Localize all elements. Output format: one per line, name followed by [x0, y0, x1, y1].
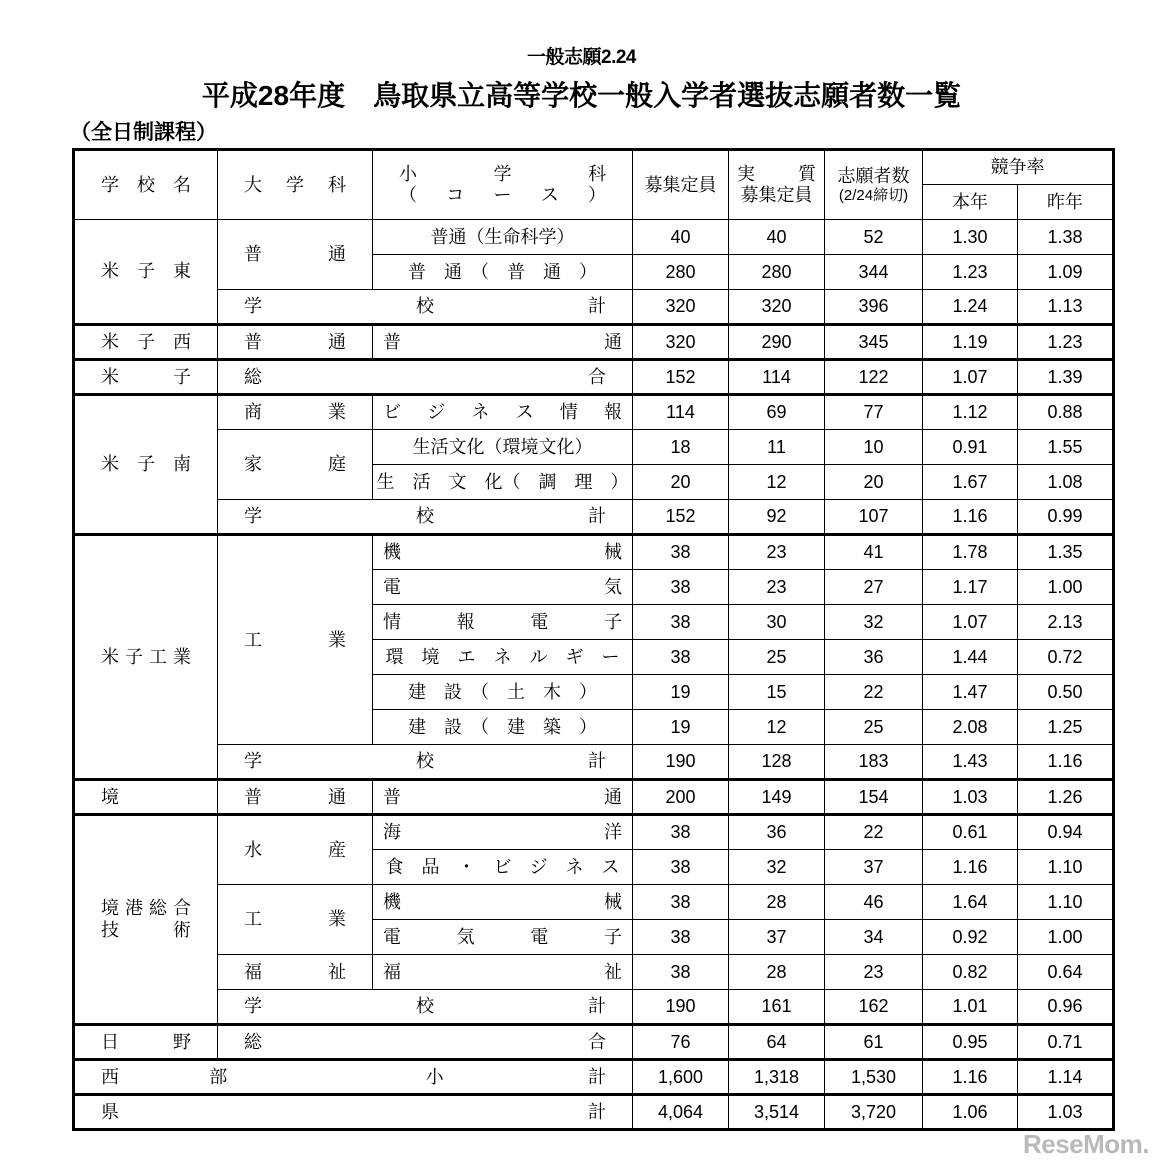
cell-ratio-current: 1.78	[923, 535, 1018, 570]
cell-minor-dept-text: 海 洋	[383, 822, 622, 843]
cell-capacity: 38	[633, 640, 729, 675]
cell-ratio-previous: 1.25	[1018, 710, 1114, 745]
cell-school-name	[74, 325, 218, 360]
cell-ratio-current: 1.16	[923, 1060, 1018, 1095]
cell-ratio-current: 1.44	[923, 640, 1018, 675]
cell-minor-dept-text: 福 祉	[383, 961, 622, 982]
cell-capacity: 152	[633, 360, 729, 395]
cell-real-capacity: 32	[729, 850, 825, 885]
cell-ratio-previous: 1.03	[1018, 1095, 1114, 1130]
cell-applicants: 22	[825, 815, 923, 850]
row-school-total-label-text: 学 校 計	[244, 996, 606, 1017]
cell-major-dept	[218, 220, 373, 290]
cell-applicants: 20	[825, 465, 923, 500]
cell-school-name	[74, 535, 218, 780]
cell-real-capacity: 15	[729, 675, 825, 710]
cell-minor-dept	[373, 570, 633, 605]
table-row	[74, 360, 1114, 395]
row-school-total-label	[218, 290, 633, 325]
cell-capacity: 40	[633, 220, 729, 255]
cell-ratio-current: 1.30	[923, 220, 1018, 255]
cell-ratio-current: 1.07	[923, 360, 1018, 395]
cell-major-dept-text: 普 通	[244, 244, 346, 265]
cell-ratio-previous: 1.55	[1018, 430, 1114, 465]
cell-ratio-previous: 0.88	[1018, 395, 1114, 430]
cell-minor-dept-text: 電 気 電 子	[383, 926, 622, 947]
table-row	[74, 780, 1114, 815]
cell-ratio-previous: 2.13	[1018, 605, 1114, 640]
cell-ratio-current: 1.01	[923, 990, 1018, 1025]
cell-minor-dept	[373, 815, 633, 850]
col-header-real-capacity: 実 質 募集定員	[729, 150, 825, 220]
cell-ratio-previous: 0.99	[1018, 500, 1114, 535]
cell-real-capacity: 23	[729, 570, 825, 605]
cell-capacity: 38	[633, 850, 729, 885]
cell-ratio-previous: 1.38	[1018, 220, 1114, 255]
cell-ratio-previous: 1.35	[1018, 535, 1114, 570]
cell-ratio-current: 0.82	[923, 955, 1018, 990]
course-note: （全日制課程）	[70, 121, 217, 144]
cell-major-dept-text: 普 通	[244, 331, 346, 352]
cell-major-dept	[218, 395, 373, 430]
cell-ratio-current: 0.91	[923, 430, 1018, 465]
cell-real-capacity: 28	[729, 955, 825, 990]
table-row	[74, 535, 1114, 570]
cell-ratio-current: 1.06	[923, 1095, 1018, 1130]
cell-applicants: 23	[825, 955, 923, 990]
cell-major-dept	[218, 535, 373, 745]
cell-major-dept-text: 福 祉	[244, 961, 346, 982]
cell-applicants: 162	[825, 990, 923, 1025]
cell-major-dept	[218, 885, 373, 955]
cell-major-minor-span	[218, 360, 633, 395]
table-row	[74, 955, 1114, 990]
cell-real-capacity: 28	[729, 885, 825, 920]
col-header-major: 大 学 科	[218, 150, 373, 220]
cell-minor-dept	[373, 885, 633, 920]
cell-minor-dept-text: 建 設 （ 建 築 ）	[408, 716, 597, 737]
cell-ratio-current: 0.92	[923, 920, 1018, 955]
cell-minor-dept	[373, 710, 633, 745]
table-row	[74, 430, 1114, 465]
cell-real-capacity: 290	[729, 325, 825, 360]
cell-capacity: 1,600	[633, 1060, 729, 1095]
cell-ratio-current: 1.17	[923, 570, 1018, 605]
cell-real-capacity: 1,318	[729, 1060, 825, 1095]
cell-capacity: 280	[633, 255, 729, 290]
table-row	[74, 990, 1114, 1025]
cell-applicants: 3,720	[825, 1095, 923, 1130]
cell-ratio-previous: 1.23	[1018, 325, 1114, 360]
cell-applicants: 25	[825, 710, 923, 745]
cell-applicants: 10	[825, 430, 923, 465]
cell-real-capacity: 40	[729, 220, 825, 255]
header-row-1	[74, 150, 1114, 185]
cell-applicants: 154	[825, 780, 923, 815]
cell-applicants: 107	[825, 500, 923, 535]
cell-capacity: 20	[633, 465, 729, 500]
cell-real-capacity: 23	[729, 535, 825, 570]
cell-minor-dept	[373, 605, 633, 640]
cell-ratio-current: 1.64	[923, 885, 1018, 920]
page-title: 平成28年度 鳥取県立高等学校一般入学者選抜志願者数一覧	[201, 80, 962, 111]
col-header-applicants: 志願者数 (2/24締切)	[825, 150, 923, 220]
cell-ratio-previous: 1.09	[1018, 255, 1114, 290]
table-row	[74, 395, 1114, 430]
cell-ratio-previous: 1.14	[1018, 1060, 1114, 1095]
cell-ratio-current: 1.43	[923, 745, 1018, 780]
table-row	[74, 325, 1114, 360]
cell-real-capacity: 64	[729, 1025, 825, 1060]
cell-minor-dept	[373, 430, 633, 465]
cell-school-name-text: 境港総合 技 術	[101, 898, 191, 940]
table-row	[74, 220, 1114, 255]
cell-capacity: 38	[633, 920, 729, 955]
cell-capacity: 19	[633, 710, 729, 745]
cell-ratio-previous: 1.16	[1018, 745, 1114, 780]
table-row	[74, 885, 1114, 920]
cell-minor-dept	[373, 255, 633, 290]
cell-real-capacity: 12	[729, 465, 825, 500]
cell-minor-dept-text: 機 械	[383, 891, 622, 912]
cell-ratio-current: 1.19	[923, 325, 1018, 360]
cell-major-minor-span-text: 総 合	[244, 366, 606, 387]
cell-applicants: 36	[825, 640, 923, 675]
table-row	[74, 1095, 1114, 1130]
cell-major-dept-text: 商 業	[244, 402, 346, 423]
cell-minor-dept-text: 普通（生命科学）	[430, 226, 575, 247]
table-row	[74, 1025, 1114, 1060]
cell-minor-dept-text: 生活文化（環境文化）	[412, 436, 593, 457]
cell-real-capacity: 25	[729, 640, 825, 675]
cell-ratio-previous: 1.08	[1018, 465, 1114, 500]
cell-major-minor-span-text: 総 合	[244, 1031, 606, 1052]
cell-major-dept	[218, 325, 373, 360]
cell-ratio-current: 0.61	[923, 815, 1018, 850]
cell-minor-dept-text: 建 設 （ 土 木 ）	[408, 681, 597, 702]
col-header-ratio-previous: 昨年	[1018, 185, 1114, 220]
cell-applicants: 37	[825, 850, 923, 885]
cell-applicants: 77	[825, 395, 923, 430]
cell-capacity: 38	[633, 885, 729, 920]
row-total-label	[74, 1095, 633, 1130]
cell-real-capacity: 149	[729, 780, 825, 815]
cell-minor-dept-text: 食 品 ・ ビ ジ ネ ス	[385, 856, 620, 877]
cell-ratio-previous: 0.64	[1018, 955, 1114, 990]
cell-ratio-previous: 1.10	[1018, 850, 1114, 885]
cell-school-name	[74, 220, 218, 325]
cell-capacity: 320	[633, 290, 729, 325]
cell-ratio-previous: 0.71	[1018, 1025, 1114, 1060]
cell-real-capacity: 12	[729, 710, 825, 745]
row-total-label-text: 県 計	[101, 1101, 606, 1122]
cell-capacity: 114	[633, 395, 729, 430]
cell-minor-dept	[373, 465, 633, 500]
cell-applicants: 1,530	[825, 1060, 923, 1095]
cell-minor-dept-text: 普 通 （ 普 通 ）	[408, 261, 597, 282]
table-row	[74, 290, 1114, 325]
row-school-total-label	[218, 990, 633, 1025]
cell-applicants: 345	[825, 325, 923, 360]
cell-minor-dept	[373, 955, 633, 990]
cell-ratio-previous: 1.26	[1018, 780, 1114, 815]
cell-ratio-current: 1.12	[923, 395, 1018, 430]
cell-real-capacity: 37	[729, 920, 825, 955]
cell-school-name-text: 米 子 西	[101, 331, 191, 352]
cell-school-name	[74, 1025, 218, 1060]
cell-ratio-previous: 0.50	[1018, 675, 1114, 710]
cell-school-name-text: 日 野	[101, 1031, 191, 1052]
cell-minor-dept-text: 電 気	[383, 576, 622, 597]
cell-major-dept	[218, 815, 373, 885]
row-school-total-label-text: 学 校 計	[244, 296, 606, 317]
applicants-table	[72, 148, 1115, 1131]
cell-ratio-previous: 1.39	[1018, 360, 1114, 395]
cell-school-name	[74, 780, 218, 815]
cell-capacity: 38	[633, 570, 729, 605]
cell-minor-dept	[373, 220, 633, 255]
cell-capacity: 4,064	[633, 1095, 729, 1130]
cell-minor-dept-text: 普 通	[383, 331, 622, 352]
cell-minor-dept-text: ビ ジ ネ ス 情 報	[383, 402, 622, 423]
cell-ratio-current: 2.08	[923, 710, 1018, 745]
cell-applicants: 396	[825, 290, 923, 325]
cell-real-capacity: 30	[729, 605, 825, 640]
cell-major-minor-span	[218, 1025, 633, 1060]
cell-capacity: 152	[633, 500, 729, 535]
cell-school-name-text: 米子工業	[101, 646, 191, 667]
cell-real-capacity: 3,514	[729, 1095, 825, 1130]
cell-school-name	[74, 360, 218, 395]
cell-major-dept	[218, 430, 373, 500]
cell-ratio-current: 1.16	[923, 500, 1018, 535]
cell-capacity: 19	[633, 675, 729, 710]
cell-minor-dept	[373, 850, 633, 885]
cell-capacity: 38	[633, 605, 729, 640]
cell-ratio-previous: 1.13	[1018, 290, 1114, 325]
cell-ratio-previous: 1.10	[1018, 885, 1114, 920]
cell-real-capacity: 280	[729, 255, 825, 290]
cell-ratio-previous: 0.72	[1018, 640, 1114, 675]
cell-minor-dept-text: 普 通	[383, 786, 622, 807]
cell-capacity: 38	[633, 535, 729, 570]
cell-ratio-current: 1.47	[923, 675, 1018, 710]
top-note: 一般志願2.24	[527, 47, 636, 68]
cell-capacity: 190	[633, 990, 729, 1025]
cell-applicants: 41	[825, 535, 923, 570]
cell-major-dept-text: 普 通	[244, 786, 346, 807]
cell-applicants: 61	[825, 1025, 923, 1060]
cell-minor-dept	[373, 325, 633, 360]
col-header-ratio-current: 本年	[923, 185, 1018, 220]
table-body	[74, 220, 1114, 1130]
cell-real-capacity: 128	[729, 745, 825, 780]
cell-applicants: 122	[825, 360, 923, 395]
cell-capacity: 38	[633, 955, 729, 990]
table-row	[74, 815, 1114, 850]
cell-major-dept-text: 家 庭	[244, 454, 346, 475]
cell-school-name-text: 米 子 東	[101, 261, 191, 282]
cell-minor-dept	[373, 675, 633, 710]
watermark-text: ReseMom.	[1022, 1129, 1149, 1159]
cell-minor-dept	[373, 780, 633, 815]
col-header-minor: 小 学 科 （ コ ー ス ）	[373, 150, 633, 220]
cell-minor-dept	[373, 395, 633, 430]
col-header-school: 学 校 名	[74, 150, 218, 220]
cell-ratio-current: 1.07	[923, 605, 1018, 640]
cell-applicants: 27	[825, 570, 923, 605]
cell-capacity: 200	[633, 780, 729, 815]
cell-school-name-text: 米 子	[101, 366, 191, 387]
row-school-total-label	[218, 745, 633, 780]
cell-capacity: 38	[633, 815, 729, 850]
cell-applicants: 183	[825, 745, 923, 780]
table-row	[74, 500, 1114, 535]
cell-capacity: 18	[633, 430, 729, 465]
cell-ratio-current: 1.23	[923, 255, 1018, 290]
cell-real-capacity: 161	[729, 990, 825, 1025]
resemom-watermark	[1023, 1129, 1149, 1160]
cell-major-dept-text: 水 産	[244, 839, 346, 860]
cell-major-dept	[218, 955, 373, 990]
cell-applicants: 22	[825, 675, 923, 710]
cell-minor-dept-text: 情 報 電 子	[383, 611, 622, 632]
cell-minor-dept-text: 環 境 エ ネ ル ギ ー	[385, 646, 620, 667]
cell-applicants: 34	[825, 920, 923, 955]
cell-applicants: 32	[825, 605, 923, 640]
cell-minor-dept-text: 生 活 文 化（ 調 理 ）	[376, 471, 629, 492]
cell-ratio-previous: 0.96	[1018, 990, 1114, 1025]
row-school-total-label	[218, 500, 633, 535]
cell-ratio-previous: 0.94	[1018, 815, 1114, 850]
cell-ratio-previous: 1.00	[1018, 920, 1114, 955]
cell-applicants: 344	[825, 255, 923, 290]
col-header-ratio: 競争率	[923, 150, 1114, 185]
cell-minor-dept-text: 機 械	[383, 542, 622, 563]
cell-major-dept-text: 工 業	[244, 629, 346, 650]
cell-real-capacity: 11	[729, 430, 825, 465]
row-total-label	[74, 1060, 633, 1095]
cell-applicants: 52	[825, 220, 923, 255]
cell-minor-dept	[373, 920, 633, 955]
cell-school-name	[74, 815, 218, 1025]
cell-capacity: 76	[633, 1025, 729, 1060]
cell-minor-dept	[373, 640, 633, 675]
cell-real-capacity: 69	[729, 395, 825, 430]
cell-real-capacity: 92	[729, 500, 825, 535]
cell-school-name	[74, 395, 218, 535]
cell-capacity: 320	[633, 325, 729, 360]
cell-ratio-current: 0.95	[923, 1025, 1018, 1060]
table-head	[74, 150, 1114, 220]
cell-real-capacity: 114	[729, 360, 825, 395]
table-row	[74, 1060, 1114, 1095]
cell-minor-dept	[373, 535, 633, 570]
cell-real-capacity: 36	[729, 815, 825, 850]
cell-ratio-current: 1.03	[923, 780, 1018, 815]
row-school-total-label-text: 学 校 計	[244, 751, 606, 772]
cell-ratio-current: 1.24	[923, 290, 1018, 325]
cell-applicants: 46	[825, 885, 923, 920]
cell-ratio-current: 1.67	[923, 465, 1018, 500]
cell-ratio-previous: 1.00	[1018, 570, 1114, 605]
row-school-total-label-text: 学 校 計	[244, 506, 606, 527]
cell-major-dept-text: 工 業	[244, 909, 346, 930]
col-header-capacity: 募集定員	[633, 150, 729, 220]
row-total-label-text: 西 部 小 計	[101, 1066, 606, 1087]
cell-real-capacity: 320	[729, 290, 825, 325]
cell-major-dept	[218, 780, 373, 815]
table-row	[74, 745, 1114, 780]
cell-school-name-text: 米 子 南	[101, 454, 191, 475]
cell-school-name-text: 境	[101, 786, 119, 807]
cell-capacity: 190	[633, 745, 729, 780]
cell-ratio-current: 1.16	[923, 850, 1018, 885]
